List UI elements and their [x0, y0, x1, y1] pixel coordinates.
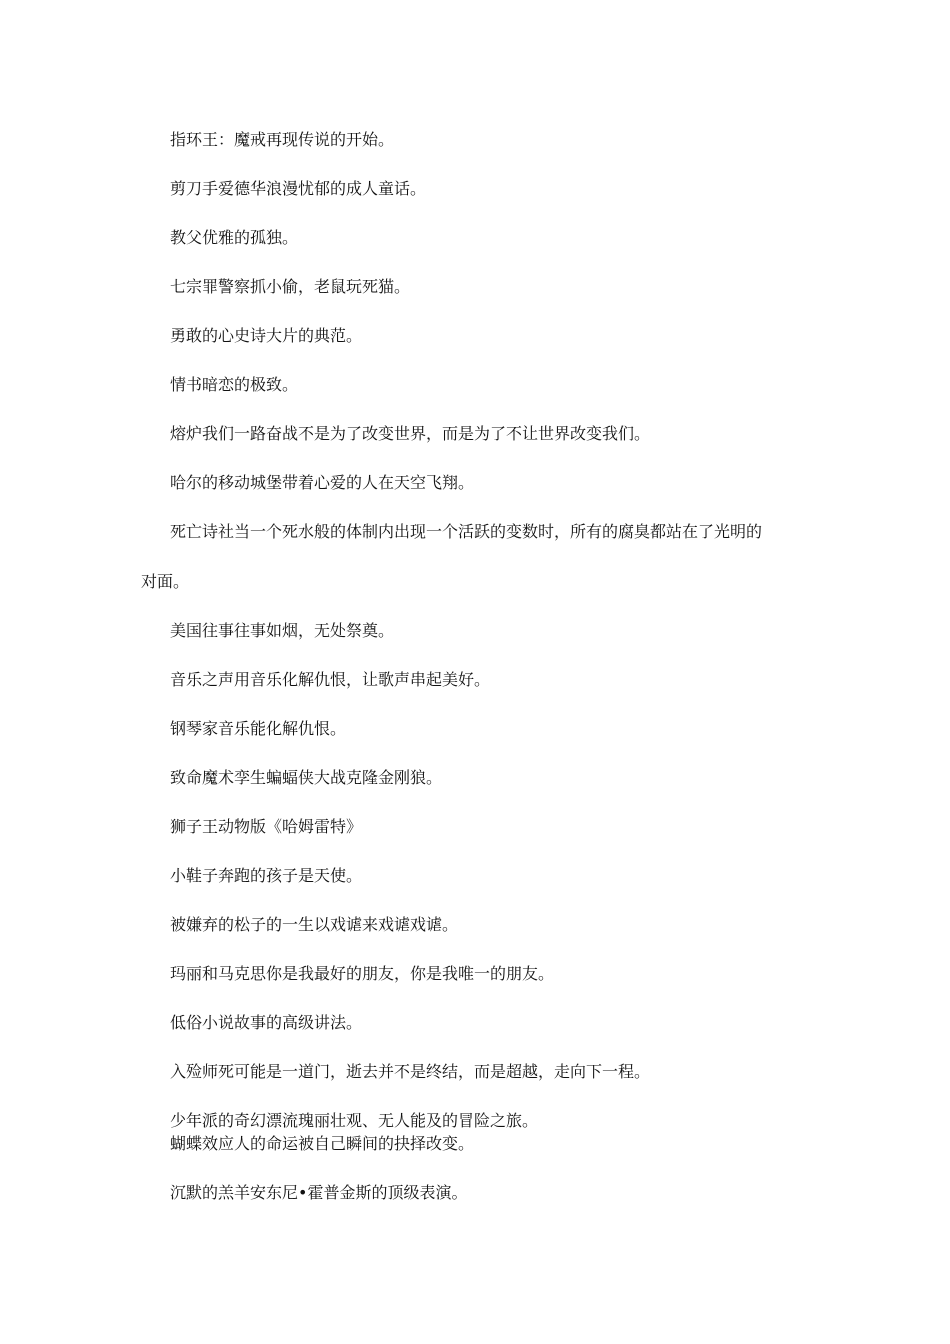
- text-line: 美国往事往事如烟，无处祭奠。: [170, 621, 395, 640]
- text-line-continuation: 对面。: [141, 572, 190, 591]
- text-line: 死亡诗社当一个死水般的体制内出现一个活跃的变数时，所有的腐臭都站在了光明的: [170, 522, 763, 541]
- text-line: 熔炉我们一路奋战不是为了改变世界，而是为了不让世界改变我们。: [170, 424, 651, 443]
- text-line: 七宗罪警察抓小偷，老鼠玩死猫。: [170, 277, 411, 296]
- text-line: 教父优雅的孤独。: [170, 228, 299, 247]
- text-line: 沉默的羔羊安东尼•霍普金斯的顶级表演。: [170, 1183, 468, 1202]
- text-line: 被嫌弃的松子的一生以戏谑来戏谑戏谑。: [170, 915, 459, 934]
- text-line: 少年派的奇幻漂流瑰丽壮观、无人能及的冒险之旅。: [170, 1111, 539, 1130]
- text-line: 致命魔术孪生蝙蝠侠大战克隆金刚狼。: [170, 768, 443, 787]
- text-line: 小鞋子奔跑的孩子是天使。: [170, 866, 363, 885]
- text-line: 勇敢的心史诗大片的典范。: [170, 326, 363, 345]
- text-line: 剪刀手爱德华浪漫忧郁的成人童话。: [170, 179, 427, 198]
- text-line: 玛丽和马克思你是我最好的朋友，你是我唯一的朋友。: [170, 964, 555, 983]
- text-line: 狮子王动物版《哈姆雷特》: [170, 817, 363, 836]
- text-line: 情书暗恋的极致。: [170, 375, 299, 394]
- text-line: 低俗小说故事的高级讲法。: [170, 1013, 363, 1032]
- text-line: 音乐之声用音乐化解仇恨，让歌声串起美好。: [170, 670, 491, 689]
- text-line: 哈尔的移动城堡带着心爱的人在天空飞翔。: [170, 473, 475, 492]
- text-line: 钢琴家音乐能化解仇恨。: [170, 719, 347, 738]
- text-line: 蝴蝶效应人的命运被自己瞬间的抉择改变。: [170, 1134, 475, 1153]
- text-line: 指环王：魔戒再现传说的开始。: [170, 130, 395, 149]
- text-line: 入殓师死可能是一道门，逝去并不是终结，而是超越，走向下一程。: [170, 1062, 651, 1081]
